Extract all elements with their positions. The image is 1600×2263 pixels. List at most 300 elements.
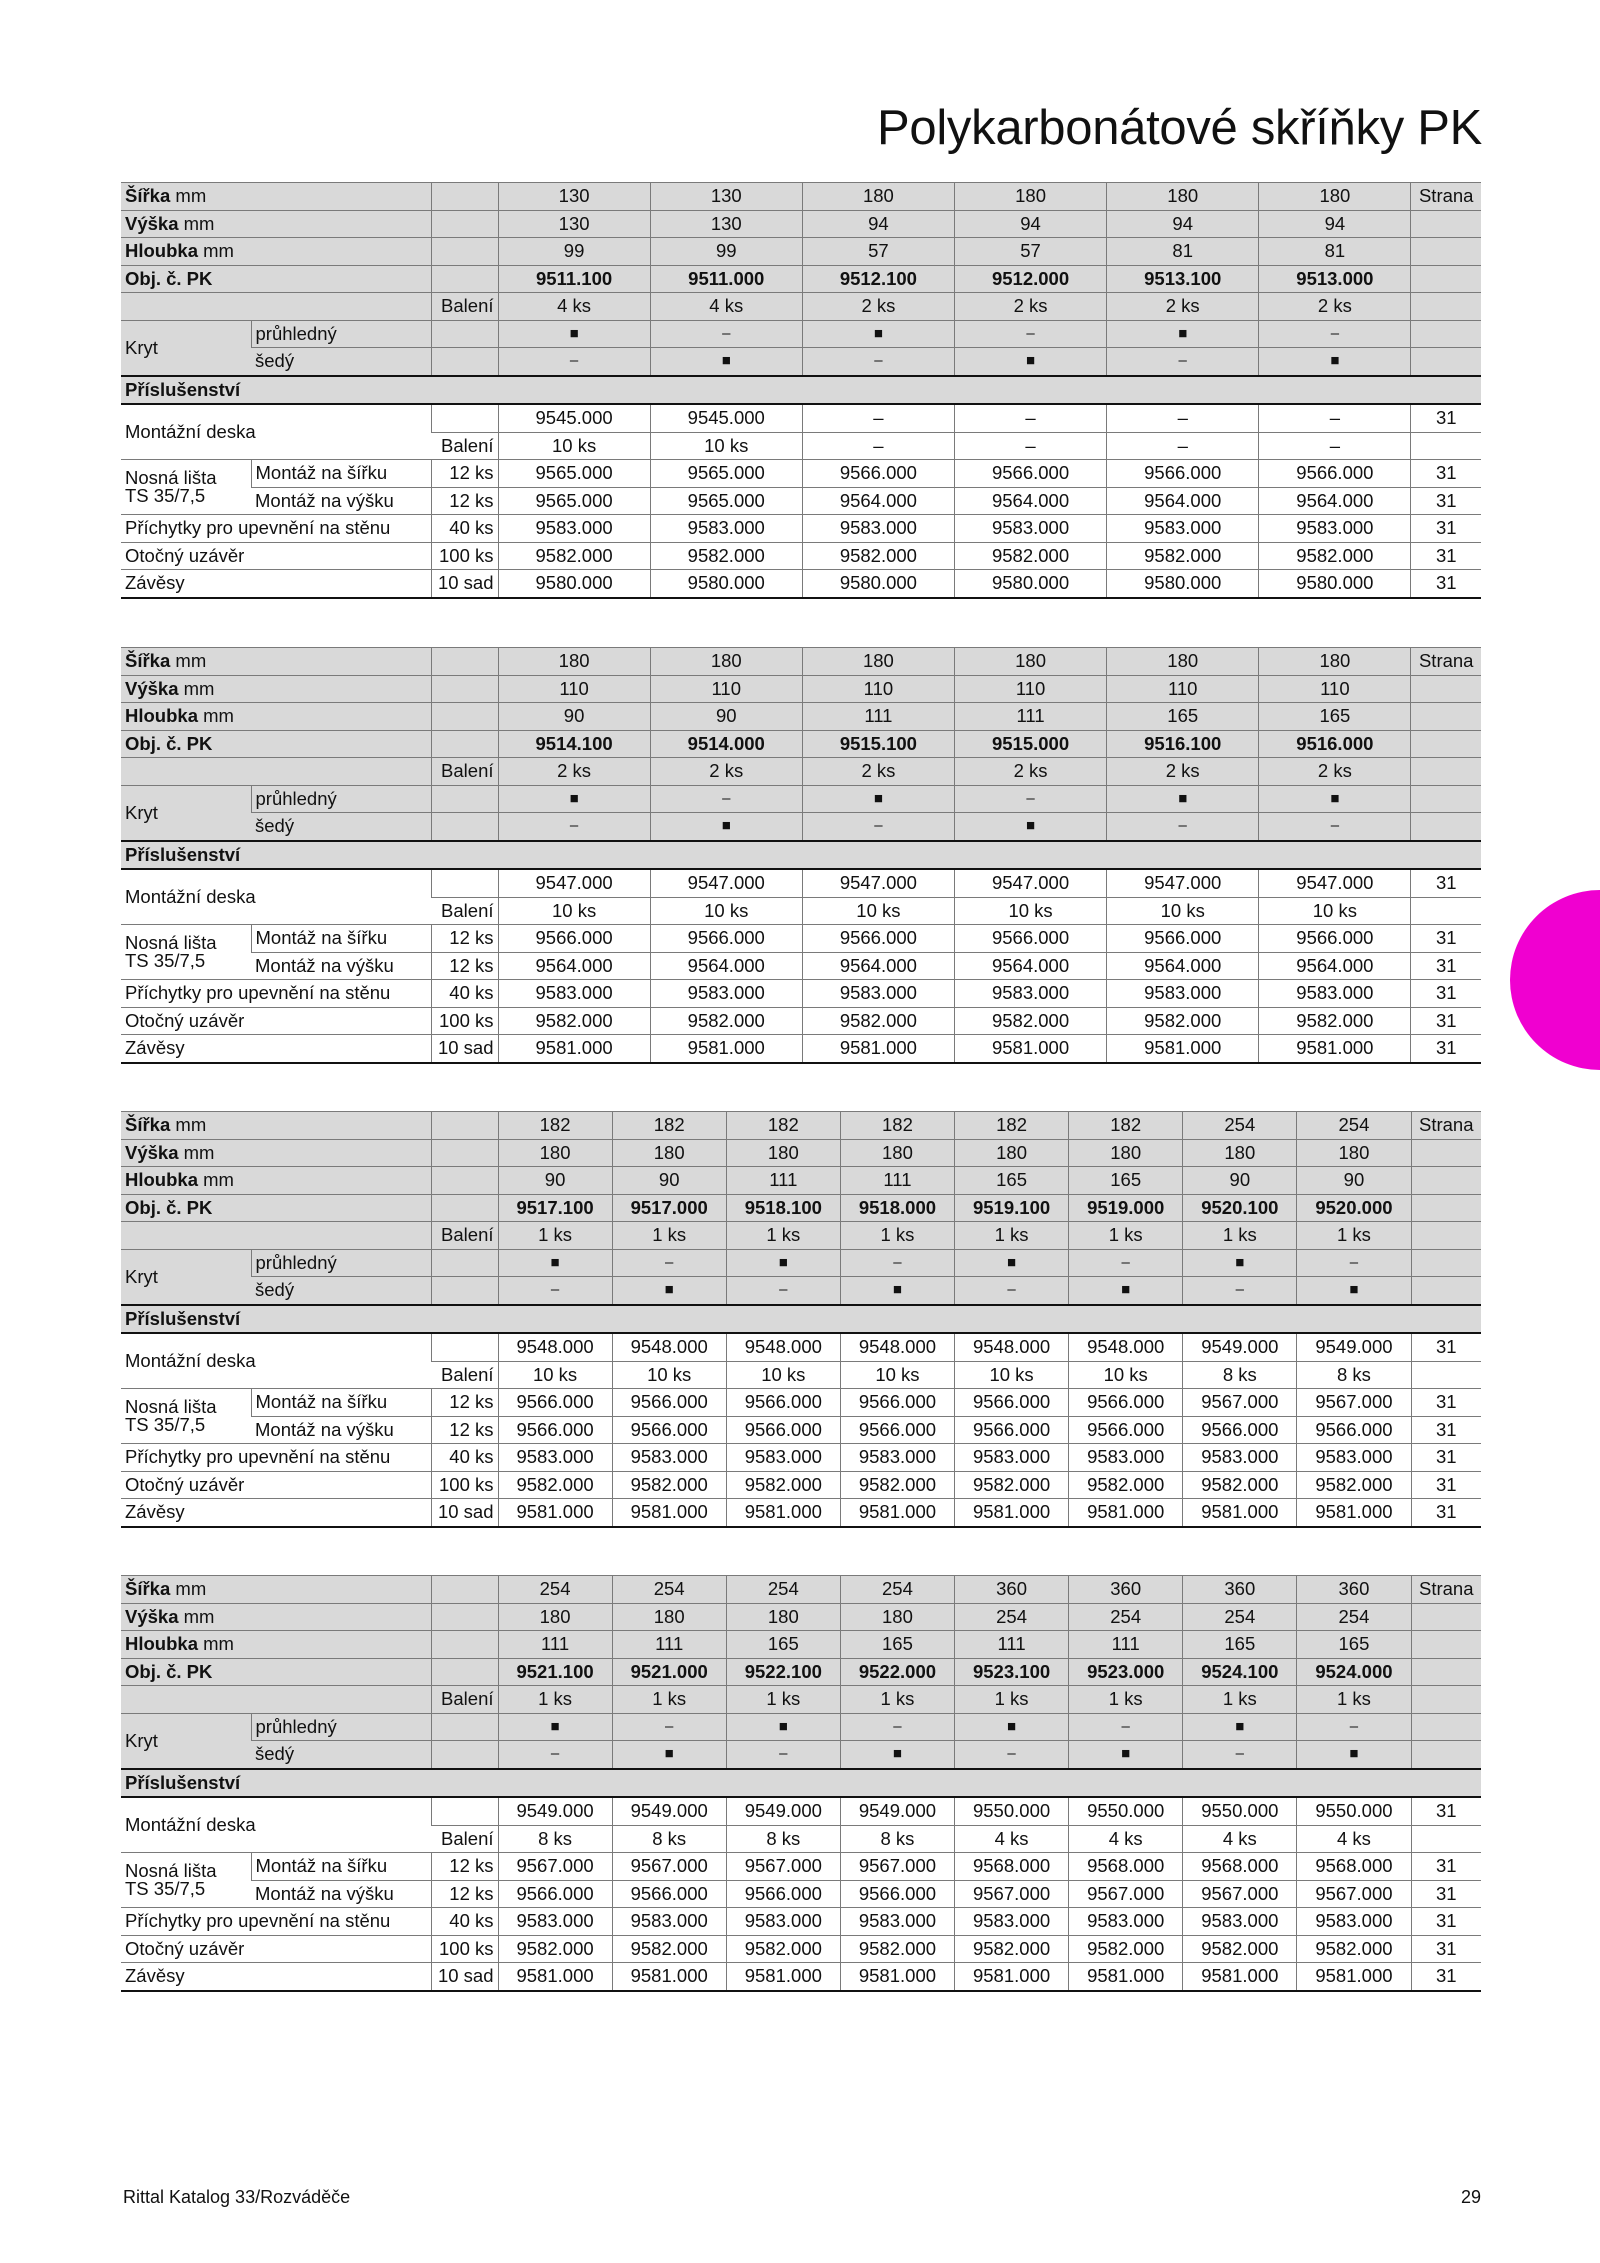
- zavesy-value: 9581.000: [1297, 1963, 1411, 1991]
- pruhledny-value: ■: [1183, 1249, 1297, 1277]
- table-cell: [121, 376, 1481, 405]
- deska_baleni-value: –: [1107, 432, 1259, 460]
- deska-value: 9548.000: [498, 1333, 612, 1361]
- vyska-value: 94: [1259, 210, 1411, 238]
- vysku-value: 9566.000: [612, 1416, 726, 1444]
- page-ref: 31: [1411, 1007, 1481, 1035]
- sedy-value: –: [955, 1277, 1069, 1305]
- zavesy-value: 9581.000: [612, 1499, 726, 1527]
- table-cell: [121, 980, 431, 1008]
- vyska-value: 254: [1069, 1603, 1183, 1631]
- packaging-label: Balení: [431, 1825, 498, 1853]
- page-ref: 31: [1411, 460, 1481, 488]
- page-ref: 31: [1411, 1471, 1481, 1499]
- vyska-value: 180: [726, 1139, 840, 1167]
- pruhledny-value: –: [650, 320, 802, 348]
- sirka-row: [121, 183, 1481, 211]
- table-cell: [121, 1305, 1481, 1334]
- pack-qty: 12 ks: [431, 460, 498, 488]
- rotary-lock-row: [121, 1935, 1481, 1963]
- otocny-value: 9582.000: [612, 1935, 726, 1963]
- vysku-value: 9564.000: [1107, 487, 1259, 515]
- sirka-value: 180: [650, 648, 802, 676]
- vyska-value: 130: [650, 210, 802, 238]
- empty-cell: [121, 758, 431, 786]
- sirka-value: 254: [498, 1576, 612, 1604]
- empty-cell: [431, 675, 498, 703]
- row-label: Kryt: [125, 1265, 158, 1287]
- vysku-value: 9567.000: [1069, 1880, 1183, 1908]
- table-cell: [251, 487, 431, 515]
- pack-qty: 10 sad: [431, 570, 498, 598]
- baleni-value: 1 ks: [840, 1222, 954, 1250]
- deska-value: 9547.000: [1259, 869, 1411, 897]
- pack-qty: 100 ks: [431, 1471, 498, 1499]
- sedy-value: –: [1183, 1741, 1297, 1769]
- vysku-value: 9566.000: [1297, 1416, 1411, 1444]
- page-ref: [1411, 238, 1481, 266]
- prichytky-value: 9583.000: [1297, 1908, 1411, 1936]
- prichytky-value: 9583.000: [1259, 980, 1411, 1008]
- row-label: Hloubka: [125, 240, 198, 262]
- table-cell: [251, 1416, 431, 1444]
- obj-value: 9520.100: [1183, 1194, 1297, 1222]
- baleni-value: 4 ks: [498, 293, 650, 321]
- page-ref: 31: [1411, 404, 1481, 432]
- strana-header: Strana: [1411, 1576, 1481, 1604]
- vyska-value: 94: [1107, 210, 1259, 238]
- sirka-value: 254: [726, 1576, 840, 1604]
- prichytky-value: 9583.000: [840, 1444, 954, 1472]
- empty-cell: [431, 1631, 498, 1659]
- sirku-value: 9567.000: [612, 1853, 726, 1881]
- obj-value: 9515.100: [802, 730, 954, 758]
- sirku-value: 9566.000: [802, 460, 954, 488]
- sedy-value: –: [498, 1277, 612, 1305]
- vyska-value: 180: [1183, 1139, 1297, 1167]
- page-ref: 31: [1411, 515, 1481, 543]
- empty-cell: [431, 404, 498, 432]
- deska_baleni-value: 8 ks: [1183, 1361, 1297, 1389]
- deska_baleni-value: 4 ks: [1183, 1825, 1297, 1853]
- otocny-value: 9582.000: [840, 1935, 954, 1963]
- table-cell: [121, 1035, 431, 1063]
- empty-cell: [431, 1333, 498, 1361]
- sirka-value: 360: [1069, 1576, 1183, 1604]
- row-label: Příchytky pro upevnění na stěnu: [125, 517, 391, 539]
- row-label: TS 35/7,5: [125, 1878, 206, 1899]
- otocny-value: 9582.000: [802, 1007, 954, 1035]
- deska-value: –: [1259, 404, 1411, 432]
- sirka-value: 180: [1107, 648, 1259, 676]
- zavesy-value: 9581.000: [955, 1963, 1069, 1991]
- deska_baleni-value: 10 ks: [498, 1361, 612, 1389]
- deska_baleni-value: 10 ks: [498, 432, 650, 460]
- obj-value: 9517.100: [498, 1194, 612, 1222]
- sirka-value: 254: [1183, 1112, 1297, 1140]
- otocny-value: 9582.000: [498, 1471, 612, 1499]
- deska_baleni-value: 10 ks: [802, 897, 954, 925]
- hloubka-value: 90: [650, 703, 802, 731]
- deska_baleni-value: –: [954, 432, 1106, 460]
- deska-value: 9547.000: [650, 869, 802, 897]
- hloubka-row: [121, 238, 1481, 266]
- table-cell: [121, 404, 431, 460]
- prichytky-value: 9583.000: [955, 1444, 1069, 1472]
- sirka-value: 180: [1259, 183, 1411, 211]
- row-label: Montáž na výšku: [255, 954, 394, 976]
- zavesy-value: 9581.000: [612, 1963, 726, 1991]
- row-label: průhledný: [255, 322, 337, 344]
- deska-value: 9545.000: [498, 404, 650, 432]
- pruhledny-value: –: [1069, 1249, 1183, 1277]
- otocny-value: 9582.000: [955, 1471, 1069, 1499]
- wall-brackets-row: [121, 515, 1481, 543]
- sirka-value: 360: [1183, 1576, 1297, 1604]
- accessories-heading-row: [121, 376, 1481, 405]
- prichytky-value: 9583.000: [650, 980, 802, 1008]
- baleni-value: 1 ks: [1297, 1222, 1411, 1250]
- cover-grey-row: [121, 348, 1481, 376]
- sirku-value: 9566.000: [1259, 925, 1411, 953]
- otocny-value: 9582.000: [650, 1007, 802, 1035]
- vyska-row: [121, 1139, 1481, 1167]
- hloubka-value: 111: [726, 1167, 840, 1195]
- table-cell: [121, 1389, 251, 1444]
- sirka-value: 130: [498, 183, 650, 211]
- row-label: Montáž na výšku: [255, 1882, 394, 1904]
- table-cell: [121, 841, 1481, 870]
- row-label: Kryt: [125, 801, 158, 823]
- hloubka-value: 81: [1107, 238, 1259, 266]
- baleni-value: 1 ks: [612, 1222, 726, 1250]
- sirku-value: 9565.000: [498, 460, 650, 488]
- pack-qty: 10 sad: [431, 1499, 498, 1527]
- mounting-plate-row: [121, 1797, 1481, 1825]
- row-label: Závěsy: [125, 1037, 185, 1059]
- rotary-lock-row: [121, 1007, 1481, 1035]
- zavesy-value: 9581.000: [726, 1963, 840, 1991]
- table-cell: [121, 925, 251, 980]
- deska_baleni-value: 8 ks: [498, 1825, 612, 1853]
- row-label: průhledný: [255, 787, 337, 809]
- obj-value: 9515.000: [954, 730, 1106, 758]
- rail-width-row: [121, 1853, 1481, 1881]
- otocny-value: 9582.000: [726, 1935, 840, 1963]
- obj-value: 9523.100: [955, 1658, 1069, 1686]
- table-cell: [121, 1908, 431, 1936]
- otocny-value: 9582.000: [1259, 1007, 1411, 1035]
- deska-value: 9548.000: [612, 1333, 726, 1361]
- empty-cell: [431, 1713, 498, 1741]
- sedy-value: –: [498, 813, 650, 841]
- pack-qty: 12 ks: [431, 1416, 498, 1444]
- table-cell: [251, 460, 431, 488]
- packaging-row: [121, 1686, 1481, 1714]
- otocny-value: 9582.000: [1107, 1007, 1259, 1035]
- vyska-value: 180: [612, 1139, 726, 1167]
- row-label: mm: [178, 212, 215, 234]
- page-ref: 31: [1411, 1908, 1481, 1936]
- deska_baleni-value: –: [802, 432, 954, 460]
- packaging-label: Balení: [431, 758, 498, 786]
- hloubka-value: 111: [612, 1631, 726, 1659]
- hloubka-value: 90: [1297, 1167, 1411, 1195]
- sirku-value: 9566.000: [498, 925, 650, 953]
- row-label: mm: [170, 1114, 207, 1136]
- table-cell: [121, 1963, 431, 1991]
- row-label: Příchytky pro upevnění na stěnu: [125, 1910, 391, 1932]
- vyska-value: 180: [1069, 1139, 1183, 1167]
- deska_baleni-value: 10 ks: [650, 897, 802, 925]
- sirka-value: 254: [1297, 1112, 1411, 1140]
- sedy-value: –: [955, 1741, 1069, 1769]
- row-label: Výška: [125, 677, 179, 699]
- table-cell: [121, 1576, 431, 1604]
- page-ref: [1411, 1825, 1481, 1853]
- table-cell: [121, 1658, 431, 1686]
- sirku-value: 9567.000: [1183, 1389, 1297, 1417]
- table-cell: [251, 320, 431, 348]
- hloubka-row: [121, 1631, 1481, 1659]
- table-cell: [121, 1471, 431, 1499]
- row-label: Výška: [125, 212, 179, 234]
- vyska-value: 110: [650, 675, 802, 703]
- wall-brackets-row: [121, 1908, 1481, 1936]
- row-label: Příslušenství: [125, 1307, 241, 1329]
- zavesy-value: 9581.000: [498, 1499, 612, 1527]
- row-label: průhledný: [255, 1251, 337, 1273]
- row-label: TS 35/7,5: [125, 485, 206, 506]
- rail-height-row: [121, 952, 1481, 980]
- baleni-value: 2 ks: [1259, 293, 1411, 321]
- table-cell: [121, 1853, 251, 1908]
- deska_baleni-value: 10 ks: [1107, 897, 1259, 925]
- table-cell: [121, 1603, 431, 1631]
- obj-value: 9514.000: [650, 730, 802, 758]
- deska_baleni-value: 10 ks: [954, 897, 1106, 925]
- vyska-value: 110: [802, 675, 954, 703]
- product-table-2: [121, 647, 1481, 1064]
- row-label: Šířka: [125, 1578, 171, 1600]
- row-label: průhledný: [255, 1715, 337, 1737]
- deska_baleni-value: 8 ks: [840, 1825, 954, 1853]
- rail-width-row: [121, 460, 1481, 488]
- deska-value: 9550.000: [955, 1797, 1069, 1825]
- row-label: Montážní deska: [125, 1350, 256, 1371]
- table-cell: [251, 1853, 431, 1881]
- page-ref: [1411, 1713, 1481, 1741]
- sirku-value: 9566.000: [954, 460, 1106, 488]
- empty-cell: [431, 869, 498, 897]
- vysku-value: 9565.000: [498, 487, 650, 515]
- deska-value: 9548.000: [726, 1333, 840, 1361]
- sedy-value: ■: [650, 813, 802, 841]
- page-ref: 31: [1411, 952, 1481, 980]
- vysku-value: 9566.000: [498, 1880, 612, 1908]
- packaging-label: Balení: [431, 1222, 498, 1250]
- vysku-value: 9566.000: [726, 1416, 840, 1444]
- pack-qty: 10 sad: [431, 1035, 498, 1063]
- deska-value: 9549.000: [840, 1797, 954, 1825]
- table-cell: [251, 813, 431, 841]
- deska-value: 9547.000: [954, 869, 1106, 897]
- hloubka-value: 90: [498, 1167, 612, 1195]
- empty-cell: [431, 183, 498, 211]
- vyska-value: 254: [955, 1603, 1069, 1631]
- sirku-value: 9567.000: [840, 1853, 954, 1881]
- sirka-value: 182: [955, 1112, 1069, 1140]
- sedy-value: ■: [1259, 348, 1411, 376]
- strana-header: Strana: [1411, 183, 1481, 211]
- row-label: Příslušenství: [125, 1771, 241, 1793]
- empty-cell: [431, 730, 498, 758]
- pack-qty: 10 sad: [431, 1963, 498, 1991]
- sirka-value: 180: [954, 648, 1106, 676]
- pruhledny-value: ■: [955, 1713, 1069, 1741]
- sedy-value: ■: [1069, 1277, 1183, 1305]
- baleni-value: 1 ks: [1297, 1686, 1411, 1714]
- pack-qty: 100 ks: [431, 542, 498, 570]
- deska-value: 9550.000: [1297, 1797, 1411, 1825]
- deska-value: 9549.000: [1297, 1333, 1411, 1361]
- sirku-value: 9568.000: [1297, 1853, 1411, 1881]
- baleni-value: 2 ks: [954, 758, 1106, 786]
- page-ref: [1411, 320, 1481, 348]
- table-cell: [121, 570, 431, 598]
- row-label: mm: [178, 1605, 215, 1627]
- otocny-value: 9582.000: [802, 542, 954, 570]
- row-label: Montáž na šířku: [255, 1855, 388, 1877]
- hloubka-value: 90: [612, 1167, 726, 1195]
- table-cell: [121, 1112, 431, 1140]
- vysku-value: 9566.000: [726, 1880, 840, 1908]
- pack-qty: 40 ks: [431, 1444, 498, 1472]
- page-ref: 31: [1411, 869, 1481, 897]
- row-label: Hloubka: [125, 705, 198, 727]
- table-cell: [121, 730, 431, 758]
- row-label: Kryt: [125, 336, 158, 358]
- otocny-value: 9582.000: [498, 542, 650, 570]
- empty-cell: [431, 1603, 498, 1631]
- empty-cell: [431, 648, 498, 676]
- pruhledny-value: ■: [498, 785, 650, 813]
- product-table-3: [121, 1111, 1481, 1528]
- deska_baleni-value: 10 ks: [840, 1361, 954, 1389]
- prichytky-value: 9583.000: [1107, 515, 1259, 543]
- otocny-value: 9582.000: [726, 1471, 840, 1499]
- row-label: Nosná lišta: [125, 932, 217, 953]
- pruhledny-value: –: [1297, 1249, 1411, 1277]
- page-ref: 31: [1411, 570, 1481, 598]
- prichytky-value: 9583.000: [955, 1908, 1069, 1936]
- page-ref: 31: [1411, 925, 1481, 953]
- vyska-value: 130: [498, 210, 650, 238]
- baleni-value: 2 ks: [1259, 758, 1411, 786]
- baleni-value: 1 ks: [612, 1686, 726, 1714]
- baleni-value: 2 ks: [1107, 758, 1259, 786]
- row-label: mm: [197, 1169, 234, 1191]
- obj-value: 9522.000: [840, 1658, 954, 1686]
- cover-transparent-row: [121, 1713, 1481, 1741]
- table-cell: [121, 703, 431, 731]
- pack-qty: 12 ks: [431, 925, 498, 953]
- table-cell: [121, 1333, 431, 1389]
- sirka-value: 254: [840, 1576, 954, 1604]
- sirka-row: [121, 648, 1481, 676]
- prichytky-value: 9583.000: [802, 980, 954, 1008]
- hinges-row: [121, 1499, 1481, 1527]
- vyska-value: 110: [498, 675, 650, 703]
- pruhledny-value: ■: [726, 1713, 840, 1741]
- table-cell: [251, 952, 431, 980]
- row-label: Montáž na šířku: [255, 927, 388, 949]
- page-ref: 31: [1411, 1853, 1481, 1881]
- sirka-value: 182: [840, 1112, 954, 1140]
- pruhledny-value: –: [1259, 320, 1411, 348]
- pack-qty: 12 ks: [431, 487, 498, 515]
- rail-width-row: [121, 1389, 1481, 1417]
- vysku-value: 9564.000: [954, 952, 1106, 980]
- deska-value: 9549.000: [726, 1797, 840, 1825]
- hinges-row: [121, 1035, 1481, 1063]
- obj-value: 9519.000: [1069, 1194, 1183, 1222]
- prichytky-value: 9583.000: [650, 515, 802, 543]
- row-label: Šířka: [125, 185, 171, 207]
- zavesy-value: 9581.000: [1183, 1499, 1297, 1527]
- row-label: Příslušenství: [125, 378, 241, 400]
- table-cell: [251, 348, 431, 376]
- zavesy-value: 9580.000: [1259, 570, 1411, 598]
- deska_baleni-value: 10 ks: [1259, 897, 1411, 925]
- sedy-value: –: [726, 1741, 840, 1769]
- empty-cell: [121, 293, 431, 321]
- pruhledny-value: ■: [955, 1249, 1069, 1277]
- order-number-row: [121, 1194, 1481, 1222]
- otocny-value: 9582.000: [498, 1935, 612, 1963]
- vyska-value: 254: [1297, 1603, 1411, 1631]
- prichytky-value: 9583.000: [802, 515, 954, 543]
- hloubka-value: 165: [1297, 1631, 1411, 1659]
- otocny-value: 9582.000: [1259, 542, 1411, 570]
- mounting-plate-row: [121, 869, 1481, 897]
- baleni-value: 1 ks: [498, 1222, 612, 1250]
- prichytky-value: 9583.000: [1069, 1908, 1183, 1936]
- table-cell: [121, 515, 431, 543]
- row-label: šedý: [255, 1743, 295, 1765]
- page-ref: [1411, 265, 1481, 293]
- deska_baleni-value: 4 ks: [1297, 1825, 1411, 1853]
- deska_baleni-value: 4 ks: [955, 1825, 1069, 1853]
- vyska-value: 180: [840, 1603, 954, 1631]
- vysku-value: 9564.000: [802, 952, 954, 980]
- obj-value: 9522.100: [726, 1658, 840, 1686]
- row-label: Nosná lišta: [125, 467, 217, 488]
- hloubka-value: 57: [802, 238, 954, 266]
- baleni-value: 1 ks: [498, 1686, 612, 1714]
- sirku-value: 9568.000: [1183, 1853, 1297, 1881]
- page-ref: [1411, 1631, 1481, 1659]
- sirku-value: 9566.000: [840, 1389, 954, 1417]
- page-ref: [1411, 1603, 1481, 1631]
- sedy-value: ■: [954, 348, 1106, 376]
- empty-cell: [431, 813, 498, 841]
- prichytky-value: 9583.000: [498, 980, 650, 1008]
- empty-cell: [121, 1222, 431, 1250]
- table-cell: [251, 785, 431, 813]
- row-label: Nosná lišta: [125, 1396, 217, 1417]
- row-label: Kryt: [125, 1729, 158, 1751]
